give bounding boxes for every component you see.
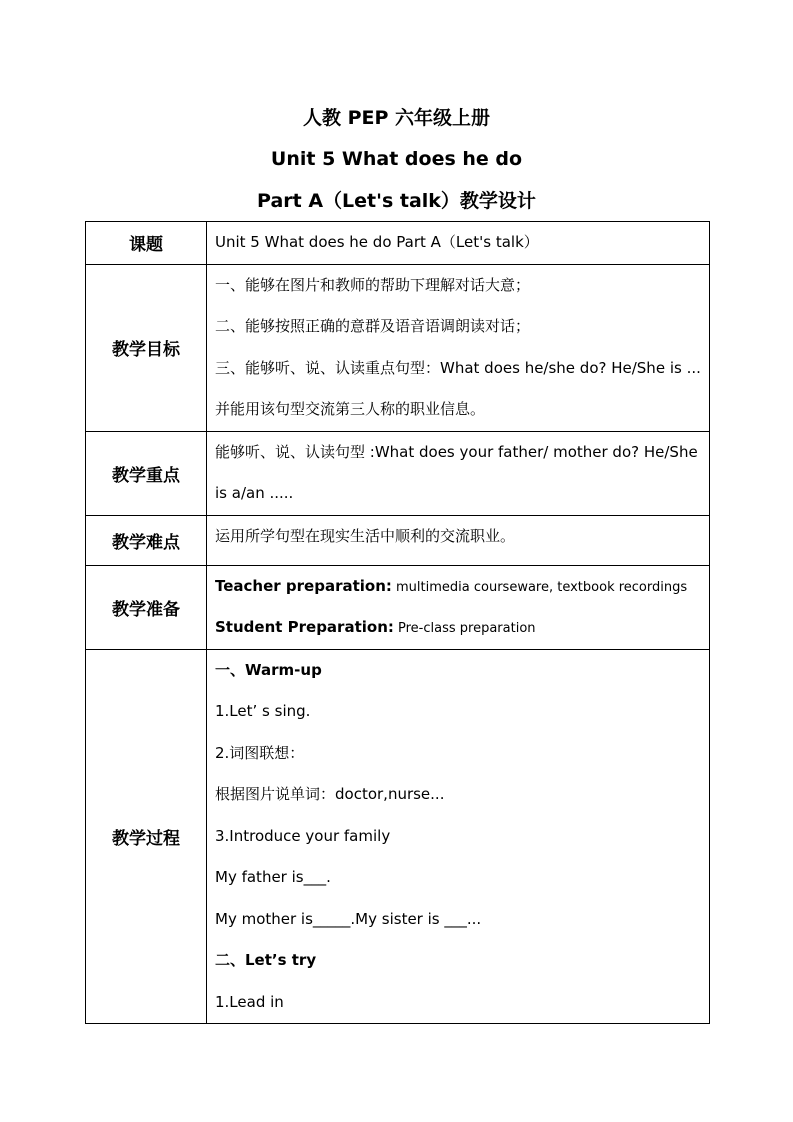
- key-point-line: is a/an .....: [215, 484, 294, 502]
- table-row-preparation: [86, 565, 710, 649]
- table-row-key-points: [86, 431, 710, 515]
- key-points-cell: [207, 431, 710, 515]
- key-point-line: 能够听、说、认读句型 :What does your father/ mother do? He/She: [215, 442, 698, 461]
- table-row-difficulties: [86, 515, 710, 565]
- process-section-heading: 二、Let’s try: [215, 951, 317, 969]
- process-cell: [207, 649, 710, 1024]
- objective-line: 二、能够按照正确的意群及语音语调朗读对话；: [215, 317, 531, 335]
- topic-value: Unit 5 What does he do Part A（Let's talk）: [215, 233, 539, 251]
- process-line: 1.Let’ s sing.: [215, 702, 311, 720]
- process-line: 根据图片说单词：doctor,nurse...: [215, 785, 445, 803]
- teacher-preparation-value: multimedia courseware, textbook recordings: [391, 579, 688, 595]
- student-preparation-label: Student Preparation:: [215, 618, 394, 636]
- objective-line: 一、能够在图片和教师的帮助下理解对话大意；: [215, 275, 531, 294]
- objectives-cell: [207, 264, 710, 431]
- key-points-label: 教学重点: [86, 431, 207, 515]
- process-line: 2.词图联想：: [215, 743, 305, 762]
- preparation-label: 教学准备: [86, 565, 207, 649]
- student-preparation-value: Pre-class preparation: [393, 621, 536, 636]
- part-title: Part A（Let's talk）教学设计: [257, 190, 536, 212]
- topic-cell: [207, 222, 710, 265]
- process-label: 教学过程: [86, 649, 207, 1024]
- student-preparation: [215, 607, 705, 649]
- lesson-plan-table: [85, 221, 710, 1024]
- difficulty-line: 运用所学句型在现实生活中顺利的交流职业。: [215, 526, 516, 545]
- objective-line: 三、能够听、说、认读重点句型：What does he/she do? He/She is ...: [215, 358, 701, 377]
- preparation-cell: [207, 565, 710, 649]
- table-row-objectives: [86, 264, 710, 431]
- process-line: My father is___.: [215, 868, 331, 886]
- process-line: 1.Lead in: [215, 992, 284, 1011]
- teacher-preparation: [215, 566, 705, 608]
- table-row-process: [86, 649, 710, 1024]
- process-line: 3.Introduce your family: [215, 826, 391, 845]
- unit-title: Unit 5 What does he do: [270, 148, 523, 170]
- process-line: My mother is_____.My sister is ___...: [215, 909, 482, 928]
- difficulties-label: 教学难点: [86, 515, 207, 565]
- difficulties-cell: [207, 515, 710, 565]
- teacher-preparation-label: Teacher preparation:: [215, 576, 392, 595]
- document-title: 人教 PEP 六年级上册: [302, 107, 491, 129]
- topic-label: 课题: [86, 222, 207, 265]
- table-row-topic: [86, 222, 710, 265]
- objectives-label: 教学目标: [86, 264, 207, 431]
- objective-line: 并能用该句型交流第三人称的职业信息。: [215, 400, 486, 418]
- process-section-heading: 一、Warm-up: [215, 660, 322, 679]
